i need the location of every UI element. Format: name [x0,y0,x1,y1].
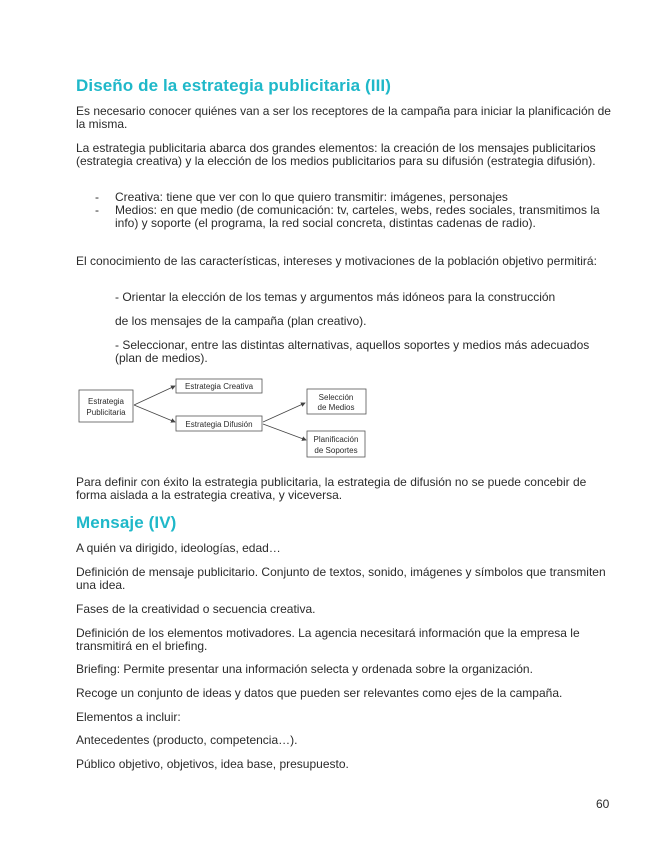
page-number: 60 [596,797,610,811]
medios-label-line1: Selección [318,393,354,402]
mensaje-line: Briefing: Permite presentar una información selecta y ordenada sobre la organización. [76,662,533,676]
bullet-dash: - [95,203,99,217]
paragraph-definir: Para definir con éxito la estrategia publicitaria, la estrategia de difusión no se puede concebir de forma aislada a la estrategia creativa, y viceversa. [76,475,587,502]
diagram-difusion-node [176,416,262,431]
medios-label-line2: de Medios [317,403,355,412]
soportes-label-line2: de Soportes [314,446,358,455]
diagram-soportes-node [307,431,365,457]
strategy-diagram [76,376,376,460]
creativa-label: Estrategia Creativa [184,382,254,391]
section-title-mensaje: Mensaje (IV) [76,513,177,532]
paragraph-conocimiento: El conocimiento de las características, intereses y motivaciones de la población objetivo permitirá: [76,254,597,268]
diagram-root-node [79,390,133,422]
paragraph-receptores: Es necesario conocer quiénes van a ser los receptores de la campaña para iniciar la planificación de la misma. [76,104,611,131]
section-title-estrategia: Diseño de la estrategia publicitaria (III) [76,76,392,95]
mensaje-line: Antecedentes (producto, competencia…). [76,733,298,747]
mensaje-line: Elementos a incluir: [76,710,181,724]
bullet-text: Creativa: tiene que ver con lo que quiero transmitir: imágenes, personajes [115,190,508,204]
mensaje-line: Fases de la creatividad o secuencia creativa. [76,602,316,616]
mensaje-line: Definición de mensaje publicitario. Conjunto de textos, sonido, imágenes y símbolos que transmiten una idea. [76,565,606,592]
difusion-label: Estrategia Difusión [185,420,253,429]
diagram-medios-node [307,389,366,414]
bullet-medios [95,204,615,230]
arrow-to-soportes [263,424,306,440]
root-label-line2: Publicitaria [86,408,126,417]
indented-line-orientar: - Orientar la elección de los temas y argumentos más idóneos para la construcción [115,290,556,304]
bullet-dash: - [95,190,99,204]
arrow-to-difusion [134,405,175,422]
mensaje-line: Recoge un conjunto de ideas y datos que pueden ser relevantes como ejes de la campaña. [76,686,563,700]
arrow-to-creativa [134,386,175,405]
diagram-creativa-node [176,379,262,393]
bullet-text: Medios: en que medio (de comunicación: tv, carteles, webs, redes sociales, transmitimos la info) y soporte (el programa, la red social concreta, distintas cadenas de radio). [115,203,600,230]
root-label-line1: Estrategia [87,397,125,406]
indented-line-mensajes: de los mensajes de la campaña (plan creativo). [115,314,367,328]
indented-line-seleccionar: - Seleccionar, entre las distintas alternativas, aquellos soportes y medios más adecuados (plan de medios). [115,338,590,365]
mensaje-line: Definición de los elementos motivadores. La agencia necesitará información que la empresa le transmitirá en el briefing. [76,626,580,653]
soportes-label-line1: Planificación [313,435,359,444]
paragraph-estrategia: La estrategia publicitaria abarca dos grandes elementos: la creación de los mensajes publicitarios (estrategia creativa) y la elección de los medios publicitarios para su difusión (estrategia difusión). [76,141,596,168]
mensaje-line: A quién va dirigido, ideologías, edad… [76,541,281,555]
mensaje-line: Público objetivo, objetivos, idea base, presupuesto. [76,757,349,771]
arrow-to-medios [263,403,305,422]
